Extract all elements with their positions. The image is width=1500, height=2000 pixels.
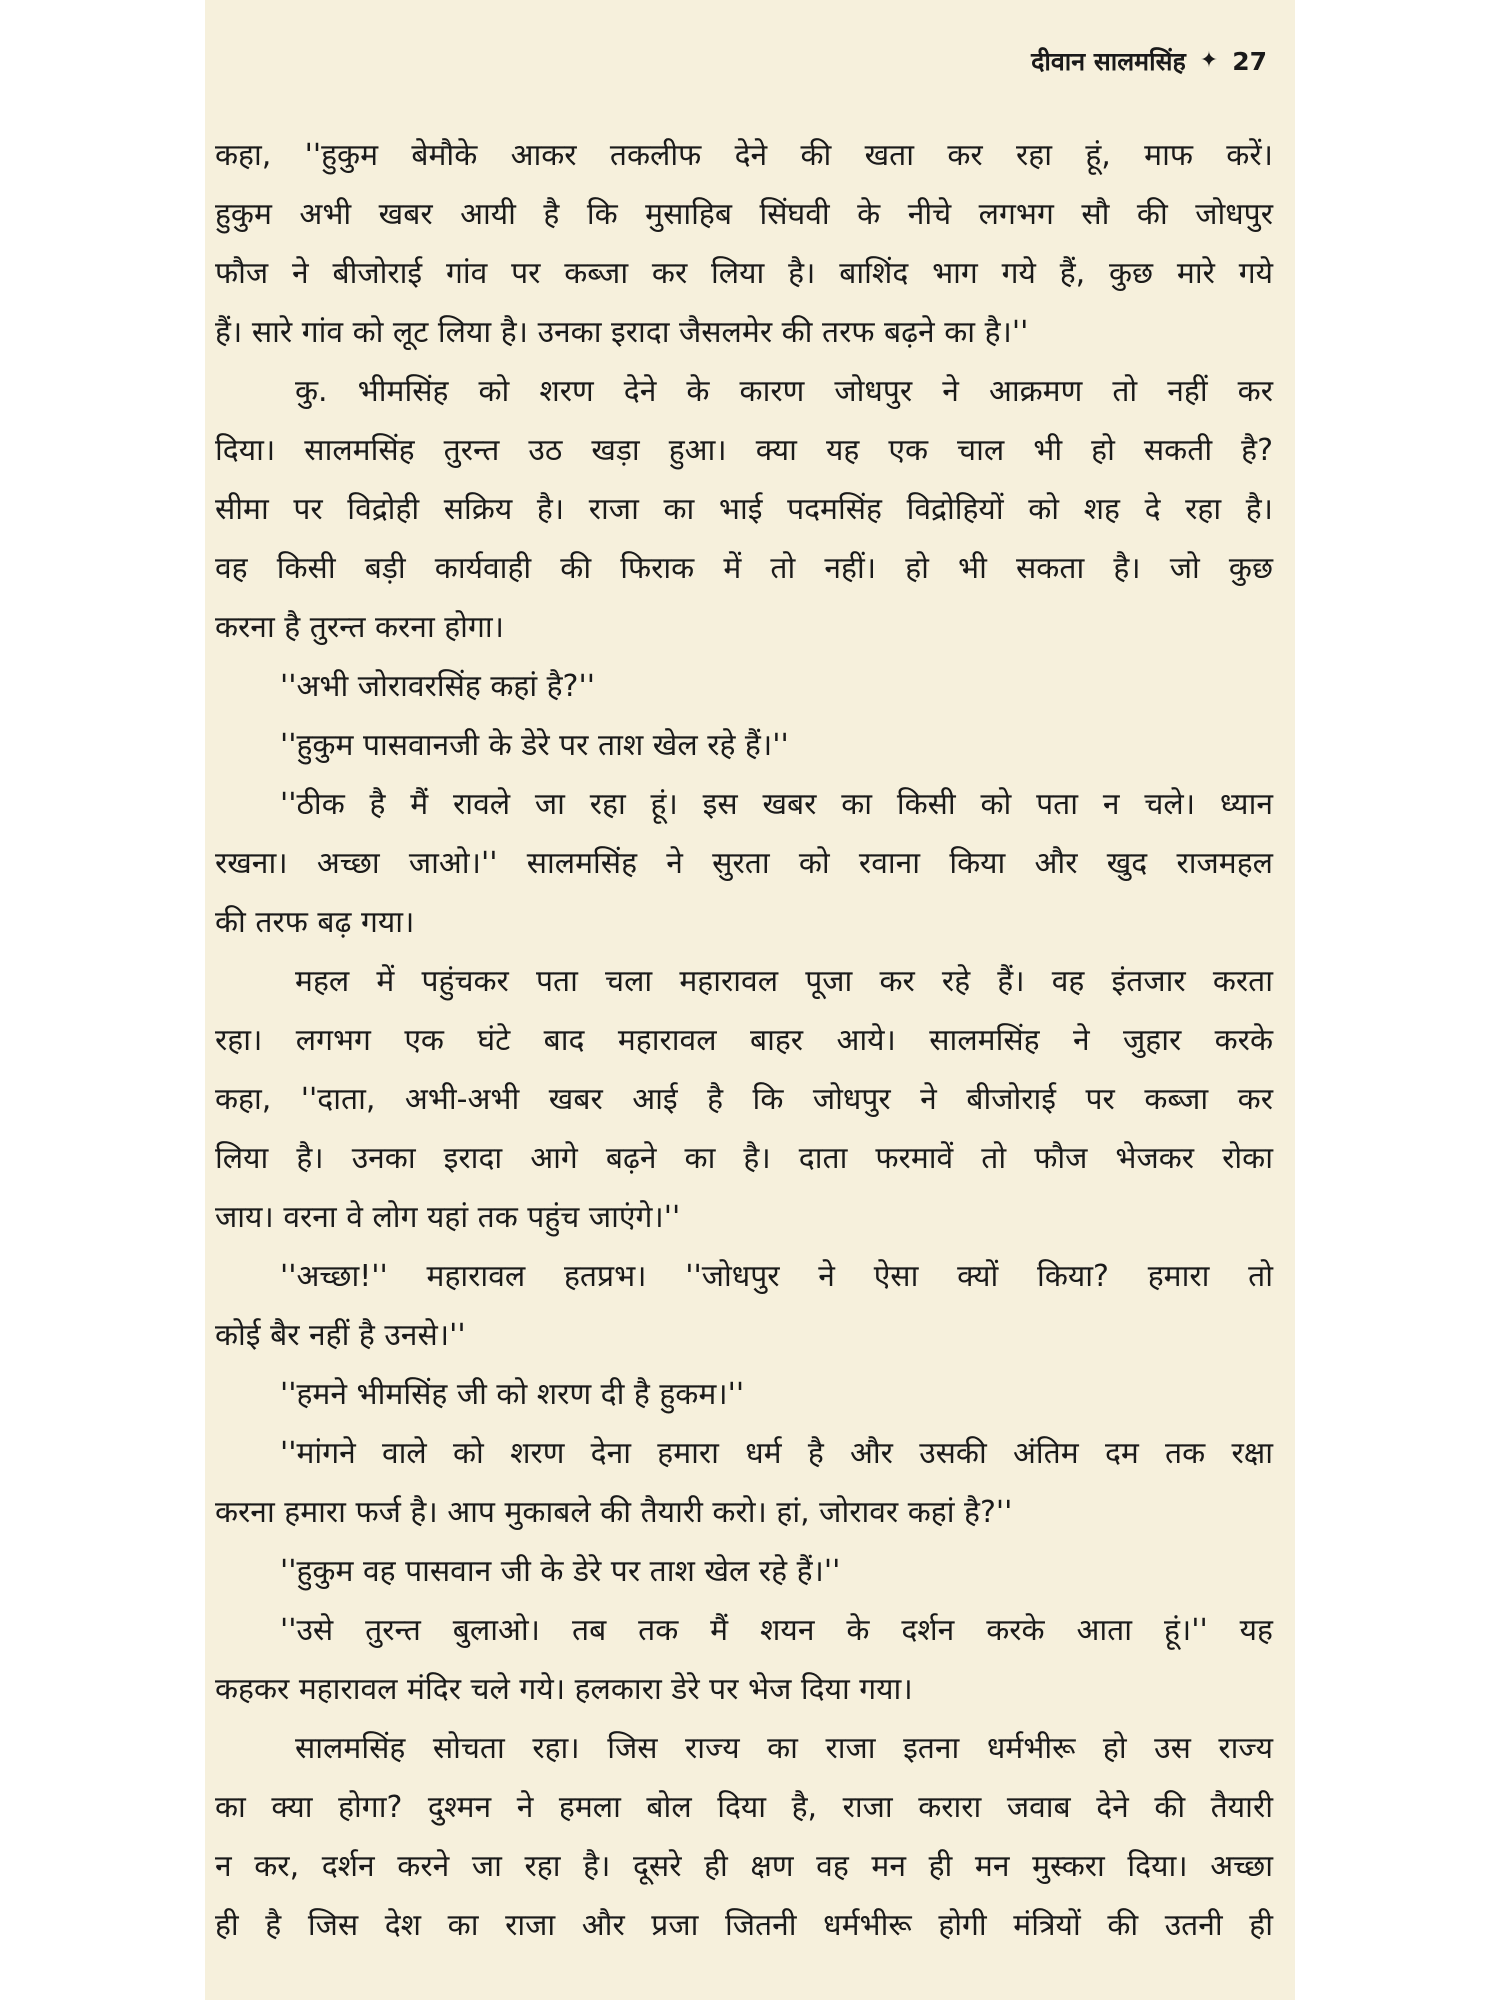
text-line: फौज ने बीजोराई गांव पर कब्जा कर लिया है। बाशिंद भाग गये हैं, कुछ मारे गये: [215, 256, 1273, 291]
text-line: ''ठीक है मैं रावले जा रहा हूं। इस खबर का किसी को पता न चले। ध्यान: [280, 787, 1273, 822]
text-line: कहा, ''हुकुम बेमौके आकर तकलीफ देने की खता कर रहा हूं, माफ करें।: [215, 138, 1273, 173]
text-line: की तरफ बढ़ गया।: [215, 905, 415, 940]
text-line: करना है तुरन्त करना होगा।: [215, 610, 504, 645]
text-line: कु. भीमसिंह को शरण देने के कारण जोधपुर ने आक्रमण तो नहीं कर: [295, 374, 1273, 409]
text-line: हैं। सारे गांव को लूट लिया है। उनका इरादा जैसलमेर की तरफ बढ़ने का है।'': [215, 315, 1029, 350]
book-page: [205, 0, 1295, 2000]
text-line: ''उसे तुरन्त बुलाओ। तब तक मैं शयन के दर्शन करके आता हूं।'' यह: [280, 1613, 1273, 1648]
text-line: सालमसिंह सोचता रहा। जिस राज्य का राजा इतना धर्मभीरू हो उस राज्य: [295, 1731, 1273, 1766]
text-line: रहा। लगभग एक घंटे बाद महारावल बाहर आये। सालमसिंह ने जुहार करके: [215, 1023, 1273, 1058]
chapter-title: दीवान सालमसिंह: [1031, 47, 1186, 76]
text-line: रखना। अच्छा जाओ।'' सालमसिंह ने सुरता को रवाना किया और खुद राजमहल: [215, 846, 1273, 881]
text-line: न कर, दर्शन करने जा रहा है। दूसरे ही क्षण वह मन ही मन मुस्करा दिया। अच्छा: [215, 1849, 1273, 1884]
page-body: [205, 126, 1295, 1955]
text-line: करना हमारा फर्ज है। आप मुकाबले की तैयारी करो। हां, जोरावर कहां है?'': [215, 1495, 1013, 1530]
text-line: का क्या होगा? दुश्मन ने हमला बोल दिया है, राजा करारा जवाब देने की तैयारी: [215, 1790, 1273, 1825]
text-line: ''अभी जोरावरसिंह कहां है?'': [280, 669, 595, 704]
text-line: कहकर महारावल मंदिर चले गये। हलकारा डेरे पर भेज दिया गया।: [215, 1672, 913, 1707]
text-line: ''हुकुम पासवानजी के डेरे पर ताश खेल रहे हैं।'': [280, 728, 789, 763]
text-line: ही है जिस देश का राजा और प्रजा जितनी धर्मभीरू होगी मंत्रियों की उतनी ही: [215, 1908, 1273, 1943]
text-line: महल में पहुंचकर पता चला महारावल पूजा कर रहे हैं। वह इंतजार करता: [295, 964, 1273, 999]
text-line: जाय। वरना वे लोग यहां तक पहुंच जाएंगे।'': [215, 1200, 681, 1235]
text-line: हुकुम अभी खबर आयी है कि मुसाहिब सिंघवी के नीचे लगभग सौ की जोधपुर: [215, 197, 1273, 232]
text-line: कोई बैर नहीं है उनसे।'': [215, 1318, 466, 1353]
text-line: कहा, ''दाता, अभी-अभी खबर आई है कि जोधपुर ने बीजोराई पर कब्जा कर: [215, 1082, 1273, 1117]
text-line: ''अच्छा!'' महारावल हतप्रभ। ''जोधपुर ने ऐसा क्यों किया? हमारा तो: [280, 1259, 1273, 1294]
separator-ornament-icon: ✦: [1199, 48, 1219, 73]
text-line: वह किसी बड़ी कार्यवाही की फिराक में तो नहीं। हो भी सकता है। जो कुछ: [215, 551, 1273, 586]
text-line: लिया है। उनका इरादा आगे बढ़ने का है। दाता फरमावें तो फौज भेजकर रोका: [215, 1141, 1273, 1176]
text-line: सीमा पर विद्रोही सक्रिय है। राजा का भाई पदमसिंह विद्रोहियों को शह दे रहा है।: [215, 492, 1273, 527]
text-line: दिया। सालमसिंह तुरन्त उठ खड़ा हुआ। क्या यह एक चाल भी हो सकती है?: [215, 433, 1273, 468]
page-number: 27: [1232, 46, 1267, 76]
text-line: ''हमने भीमसिंह जी को शरण दी है हुकम।'': [280, 1377, 745, 1412]
text-line: ''मांगने वाले को शरण देना हमारा धर्म है और उसकी अंतिम दम तक रक्षा: [280, 1436, 1273, 1471]
running-header: [1031, 44, 1267, 78]
text-line: ''हुकुम वह पासवान जी के डेरे पर ताश खेल रहे हैं।'': [280, 1554, 841, 1589]
